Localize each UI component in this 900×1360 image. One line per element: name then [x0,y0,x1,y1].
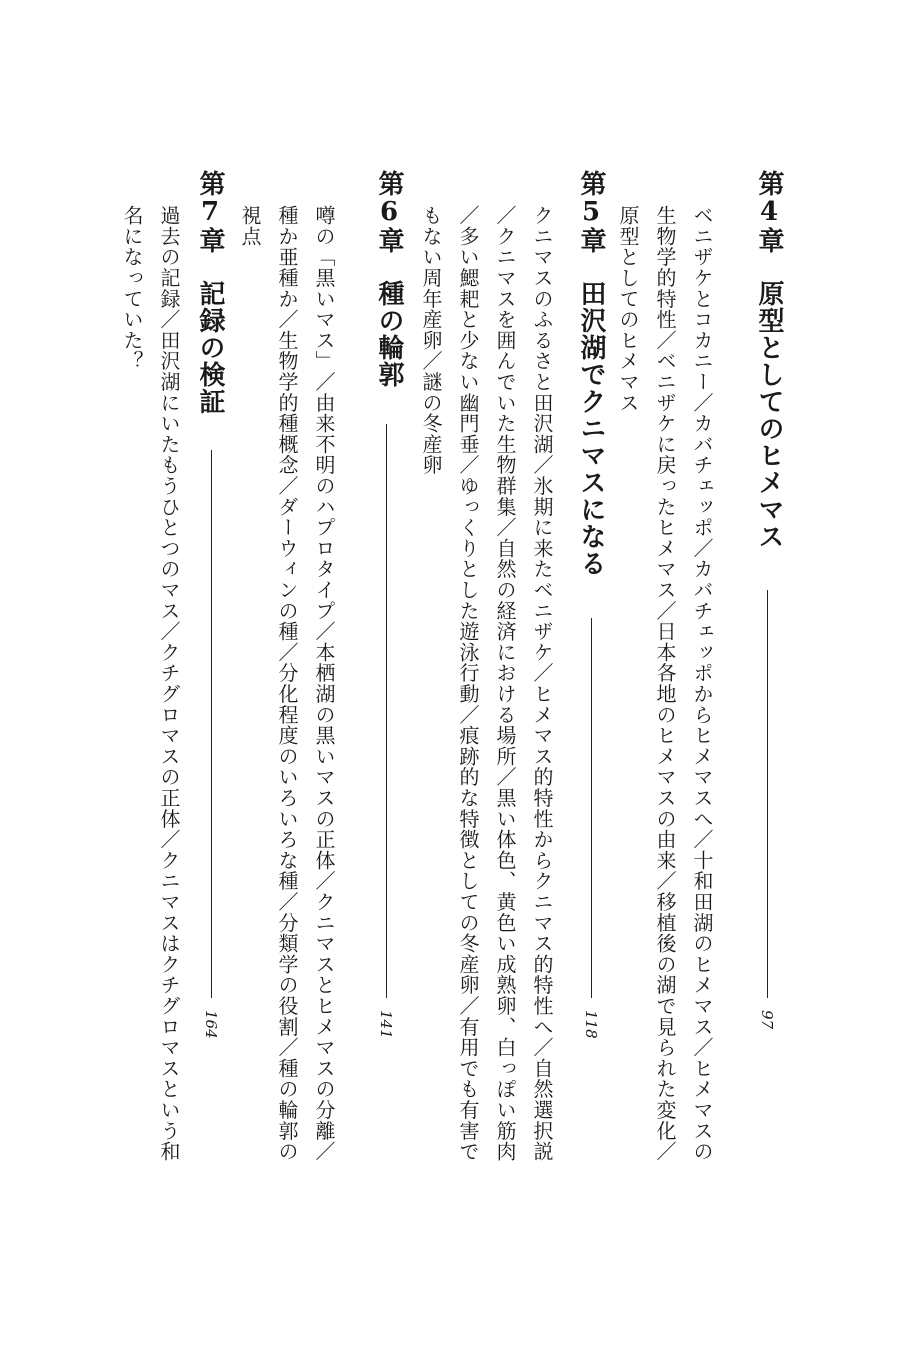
leader-line [211,450,212,998]
chapter-title: 記録の検証 [195,280,225,415]
chapter-description: 噂の「黒いマス」／由来不明のハプロタイプ／本栖湖の黒いマスの正体／クニマスとヒメマスの分離／種か亜種か／生物学的種概念／ダーウィンの種／分化程度のいろいろな種／分類学の役割／種の輪郭の視点 [238,205,336,1162]
chapter-title: 原型としてのヒメマス [754,280,784,550]
page-number: 141 [377,1010,395,1039]
chapter-number: 7 [195,197,225,227]
chapter-number: 4 [754,197,784,227]
chapter-number: 5 [576,197,606,227]
chapter-heading [193,170,227,415]
page-number: 118 [582,1010,600,1039]
chapter-suffix: 章 [195,227,225,254]
chapter-label: 第 [576,170,606,197]
chapter-label: 第 [374,170,404,197]
chapter-heading [574,170,608,577]
chapter-suffix: 章 [576,227,606,254]
leader-line [386,424,387,998]
page-number: 97 [758,1010,776,1030]
chapter-description: ベニザケとコカニー／カバチェッポ／カバチェッポからヒメマスへ／十和田湖のヒメマス／ヒメマスの生物学的特性／ベニザケに戻ったヒメマス／日本各地のヒメマスの由来／移植後の湖で見られた変化／原型としてのヒメマス [616,205,714,1162]
chapter-title: 種の輪郭 [374,280,404,388]
chapter-suffix: 章 [754,227,784,254]
chapter-label: 第 [195,170,225,197]
chapter-number: 6 [374,197,404,227]
chapter-heading [372,170,406,388]
chapter-description: クニマスのふるさと田沢湖／氷期に来たベニザケ／ヒメマス的特性からクニマス的特性へ／自然選択説／クニマスを囲んでいた生物群集／自然の経済における場所／黒い体色、黄色い成熟卵、白っぽい筋肉／多い鰓耙と少ない幽門垂／ゆっくりとした遊泳行動／痕跡的な特徴としての冬産卵／有用でも有害でもない周年産卵／謎の冬産卵 [419,205,554,1162]
chapter-suffix: 章 [374,227,404,254]
page-number: 164 [202,1010,220,1039]
chapter-description: 過去の記録／田沢湖にいたもうひとつのマス／クチグロマスの正体／クニマスはクチグロマスという和名になっていた？ [120,205,181,1162]
chapter-title: 田沢湖でクニマスになる [576,280,606,577]
leader-line [591,618,592,998]
chapter-heading [752,170,786,550]
chapter-label: 第 [754,170,784,197]
leader-line [767,590,768,998]
